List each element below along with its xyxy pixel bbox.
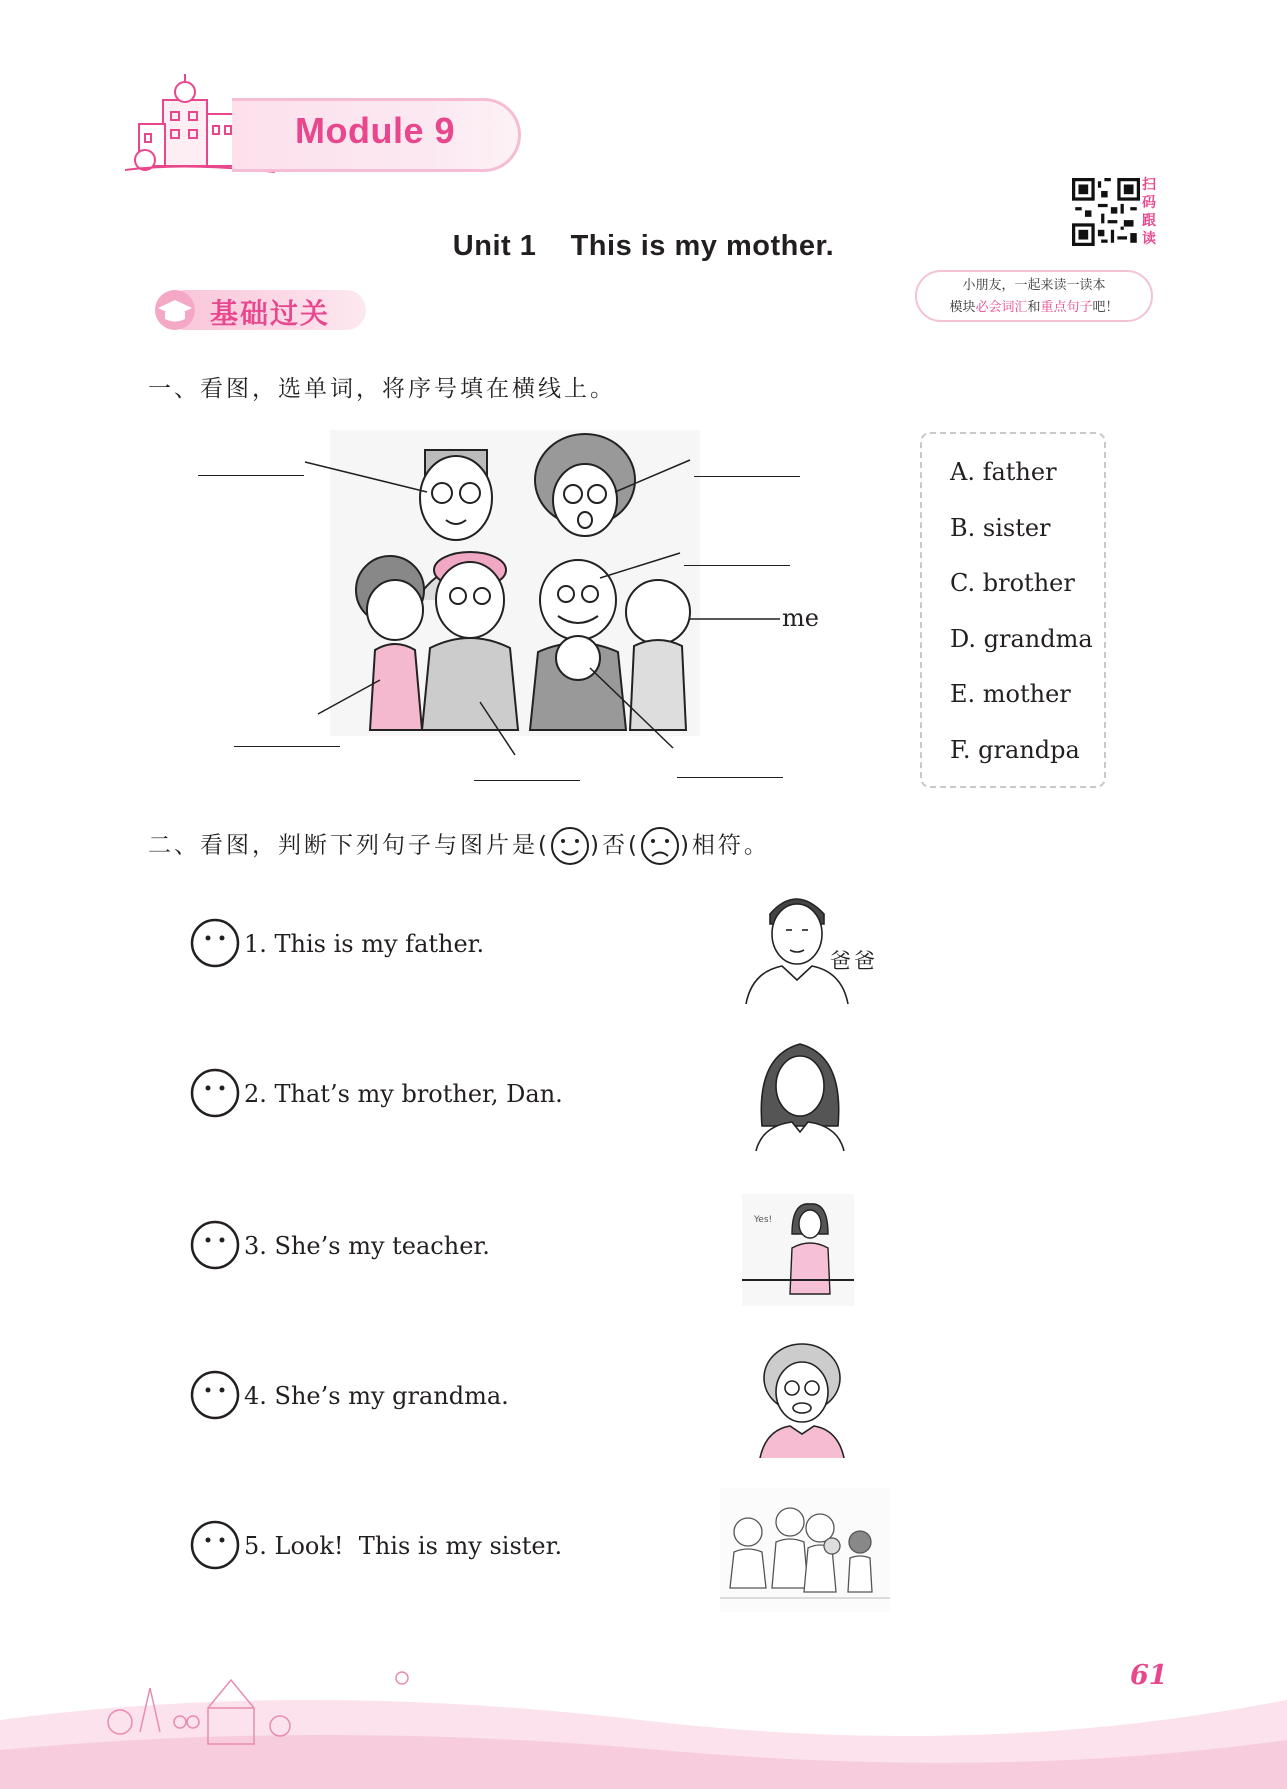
option-f: F. grandpa xyxy=(950,736,1080,764)
part2-heading: 二、看图，判断下列句子与图片是( )否( )相符。 xyxy=(148,826,770,866)
teacher-picture xyxy=(742,1194,854,1306)
option-d: D. grandma xyxy=(950,625,1093,653)
section-label: 基础过关 xyxy=(210,297,331,330)
mother-picture xyxy=(752,1036,848,1151)
qr-side-text: 扫 码 跟 读 xyxy=(1142,177,1156,247)
me-label: me xyxy=(782,604,819,632)
answer-blank[interactable] xyxy=(677,777,783,778)
answer-face-icon[interactable] xyxy=(190,1068,240,1118)
smile-face-icon xyxy=(550,826,590,866)
answer-face-icon[interactable] xyxy=(190,1220,240,1270)
sentence-5: 5. Look! This is my sister. xyxy=(244,1532,563,1560)
family-photo-picture xyxy=(720,1488,890,1612)
sentence-2: 2. That’s my brother, Dan. xyxy=(244,1080,563,1108)
option-a: A. father xyxy=(950,458,1057,486)
module-title: Module 9 xyxy=(295,110,456,151)
father-chinese-label: 爸爸 xyxy=(830,949,878,973)
answer-blank[interactable] xyxy=(234,746,340,747)
answer-blank[interactable] xyxy=(694,476,800,477)
option-b: B. sister xyxy=(950,514,1051,542)
grandma-picture xyxy=(754,1340,850,1458)
qr-tip-bubble: 小朋友，一起来读一读本 模块必会词汇和重点句子吧！ xyxy=(915,270,1153,322)
option-e: E. mother xyxy=(950,680,1071,708)
answer-face-icon[interactable] xyxy=(190,918,240,968)
sentence-4: 4. She’s my grandma. xyxy=(244,1382,509,1410)
answer-blank[interactable] xyxy=(198,475,304,476)
answer-blank[interactable] xyxy=(684,565,790,566)
answer-face-icon[interactable] xyxy=(190,1370,240,1420)
option-c: C. brother xyxy=(950,569,1075,597)
page-number: 61 xyxy=(1130,1660,1168,1691)
answer-face-icon[interactable] xyxy=(190,1520,240,1570)
footer-decoration xyxy=(0,1660,1287,1789)
sentence-1: 1. This is my father. xyxy=(244,930,485,958)
sentence-3: 3. She’s my teacher. xyxy=(244,1232,490,1260)
unit-name: This is my mother. xyxy=(570,230,835,262)
unit-label: Unit 1 xyxy=(452,230,537,262)
svg-text:Yes!: Yes! xyxy=(754,1215,773,1225)
father-picture xyxy=(742,884,850,1004)
answer-blank[interactable] xyxy=(474,780,580,781)
sad-face-icon xyxy=(640,826,680,866)
part1-heading: 一、看图，选单词，将序号填在横线上。 xyxy=(148,376,616,402)
